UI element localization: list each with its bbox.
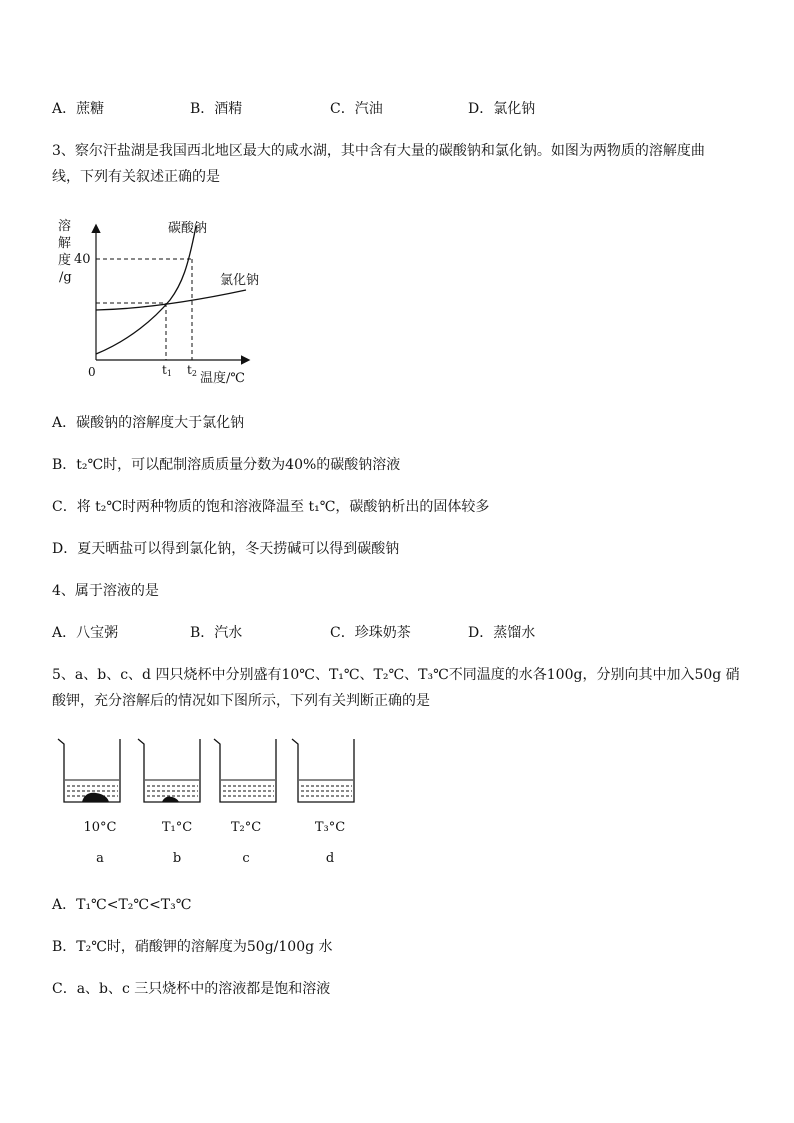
q4-stem: 4、属于溶液的是 [52, 583, 159, 599]
undissolved-solid [82, 793, 109, 802]
beaker-d [290, 736, 360, 806]
q2-option-c: C．汽油 [330, 101, 383, 117]
q2-option-d: D．氯化钠 [468, 101, 536, 117]
t2-label: t2 [187, 363, 197, 378]
q4-option-d: D．蒸馏水 [468, 625, 536, 641]
y-axis-label-4: /g [59, 270, 72, 285]
q5-stem-line2: 酸钾，充分溶解后的情况如下图所示，下列有关判断正确的是 [52, 693, 430, 709]
q4-option-c: C．珍珠奶茶 [330, 625, 411, 641]
q3-option-b: B．t₂℃时，可以配制溶质质量分数为40%的碳酸钠溶液 [52, 457, 401, 473]
q4-option-b: B．汽水 [190, 625, 243, 641]
q4-option-a: A．八宝粥 [52, 625, 119, 641]
label-sodium-chloride: 氯化钠 [220, 273, 260, 288]
solubility-curve-graph [50, 212, 280, 392]
q5-stem-line1: 5、a、b、c、d 四只烧杯中分别盛有10℃、T₁℃、T₂℃、T₃℃不同温度的水各100g，分别向其中加入50g 硝 [52, 667, 740, 683]
x-axis-label: 温度/℃ [200, 371, 245, 386]
beaker-a-temp: 10°C [83, 820, 117, 835]
beaker-d-temp: T₃°C [314, 820, 346, 835]
q3-option-a: A．碳酸钠的溶解度大于氯化钠 [52, 415, 245, 431]
q5-option-a: A．T₁℃<T₂℃<T₃℃ [52, 897, 192, 913]
q2-option-b: B．酒精 [190, 101, 243, 117]
y-axis-label-3: 度 [58, 253, 72, 268]
q3-option-c: C．将 t₂℃时两种物质的饱和溶液降温至 t₁℃，碳酸钠析出的固体较多 [52, 499, 490, 515]
curve-sodium-chloride [96, 290, 246, 310]
q5-option-b: B．T₂℃时，硝酸钾的溶解度为50g/100g 水 [52, 939, 333, 955]
curve-sodium-carbonate [96, 226, 196, 354]
beaker-c-label: c [242, 851, 250, 866]
q2-option-a: A．蔗糖 [52, 101, 105, 117]
y-axis-label-2: 解 [58, 236, 72, 251]
label-sodium-carbonate: 碳酸钠 [168, 221, 208, 236]
beaker-b [136, 736, 206, 806]
y-tick-40: 40 [74, 252, 91, 267]
q3-stem-line2: 线，下列有关叙述正确的是 [52, 169, 220, 185]
beaker-c [212, 736, 282, 806]
y-axis-label-1: 溶 [58, 219, 72, 234]
t1-label: t1 [162, 363, 172, 378]
q5-option-c: C．a、b、c 三只烧杯中的溶液都是饱和溶液 [52, 981, 331, 997]
beaker-b-label: b [172, 851, 182, 866]
origin-label: 0 [88, 365, 96, 379]
beaker-c-temp: T₂°C [230, 820, 262, 835]
beaker-d-label: d [325, 851, 335, 866]
q3-option-d: D．夏天晒盐可以得到氯化钠，冬天捞碱可以得到碳酸钠 [52, 541, 400, 557]
undissolved-solid [162, 797, 179, 802]
q3-stem-line1: 3、察尔汗盐湖是我国西北地区最大的咸水湖，其中含有大量的碳酸钠和氯化钠。如图为两物质的溶解度曲 [52, 143, 705, 159]
beaker-b-temp: T₁°C [161, 820, 193, 835]
beaker-a-label: a [96, 851, 104, 866]
beaker-a [56, 736, 126, 806]
